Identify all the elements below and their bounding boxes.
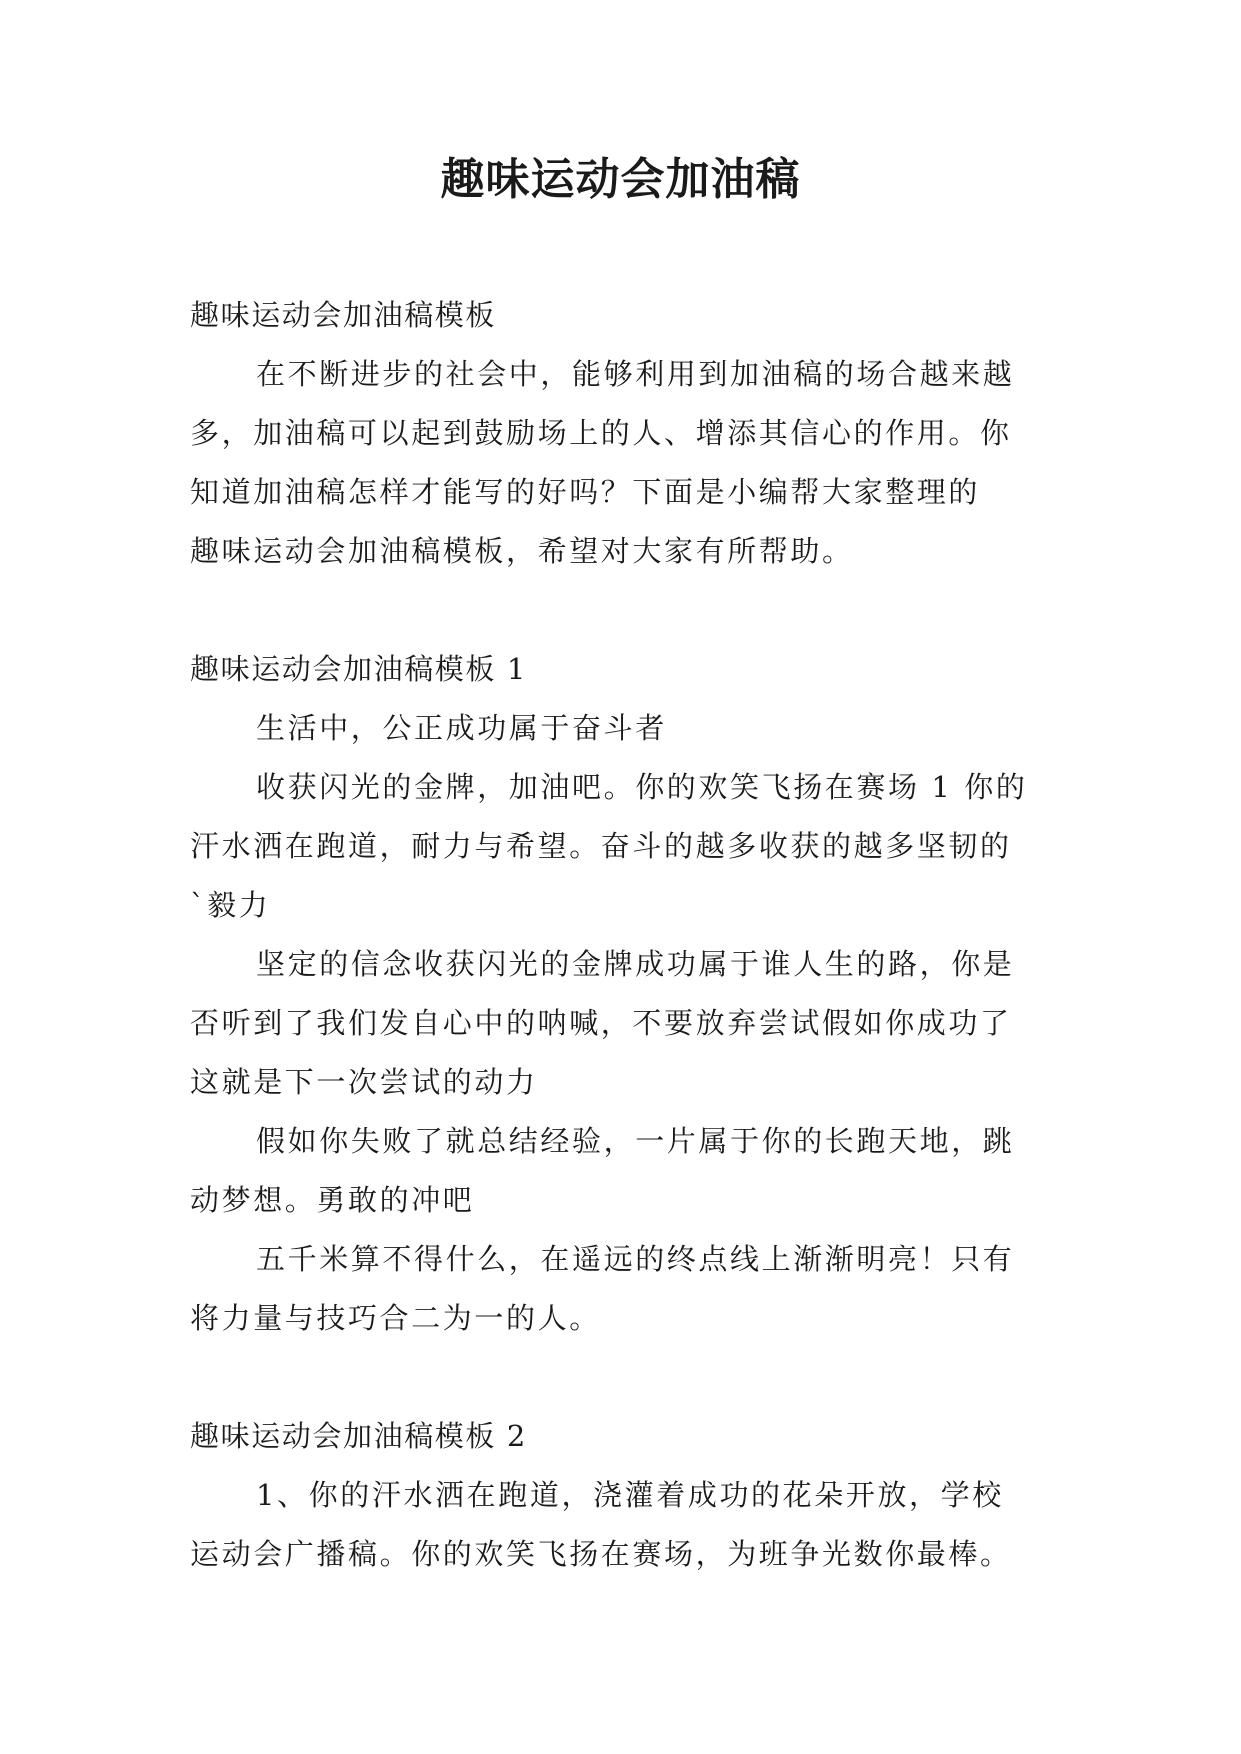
section-1-line: 汗水洒在跑道，耐力与希望。奋斗的越多收获的越多坚韧的 bbox=[190, 829, 1012, 863]
document-title: 趣味运动会加油稿 bbox=[440, 154, 801, 205]
section-1-line: 生活中，公正成功属于奋斗者 bbox=[256, 711, 667, 745]
intro-heading: 趣味运动会加油稿模板 bbox=[190, 298, 497, 332]
section-1-line: 假如你失败了就总结经验，一片属于你的长跑天地，跳 bbox=[256, 1124, 1015, 1158]
intro-paragraph-line: 多，加油稿可以起到鼓励场上的人、增添其信心的作用。你 bbox=[190, 416, 1012, 450]
section-1-line: 否听到了我们发自心中的呐喊，不要放弃尝试假如你成功了 bbox=[190, 1006, 1012, 1040]
intro-paragraph-line: 在不断进步的社会中，能够利用到加油稿的场合越来越 bbox=[256, 357, 1015, 391]
section-1-heading: 趣味运动会加油稿模板 1 bbox=[190, 652, 527, 686]
section-spacer bbox=[190, 1348, 1052, 1407]
section-1-line: 五千米算不得什么，在遥远的终点线上渐渐明亮！只有 bbox=[256, 1242, 1015, 1276]
intro-paragraph-line: 知道加油稿怎样才能写的好吗？下面是小编帮大家整理的 bbox=[190, 475, 981, 509]
section-1-line: 坚定的信念收获闪光的金牌成功属于谁人生的路，你是 bbox=[256, 947, 1015, 981]
section-1-line: 将力量与技巧合二为一的人。 bbox=[190, 1301, 601, 1335]
intro-paragraph-line: 趣味运动会加油稿模板，希望对大家有所帮助。 bbox=[190, 534, 854, 568]
section-2-heading: 趣味运动会加油稿模板 2 bbox=[190, 1419, 527, 1453]
section-spacer bbox=[190, 581, 1052, 640]
section-1-line: 这就是下一次尝试的动力 bbox=[190, 1065, 538, 1099]
section-1-line: 收获闪光的金牌，加油吧。你的欢笑飞扬在赛场 1 你的 bbox=[256, 770, 1028, 804]
section-2-line: 运动会广播稿。你的欢笑飞扬在赛场，为班争光数你最棒。 bbox=[190, 1537, 1012, 1571]
section-1-line: 动梦想。勇敢的冲吧 bbox=[190, 1183, 475, 1217]
document-body bbox=[190, 286, 1052, 1584]
section-2-line: 1、你的汗水洒在跑道，浇灌着成功的花朵开放，学校 bbox=[256, 1478, 1004, 1512]
section-1-line: `毅力 bbox=[190, 888, 271, 922]
